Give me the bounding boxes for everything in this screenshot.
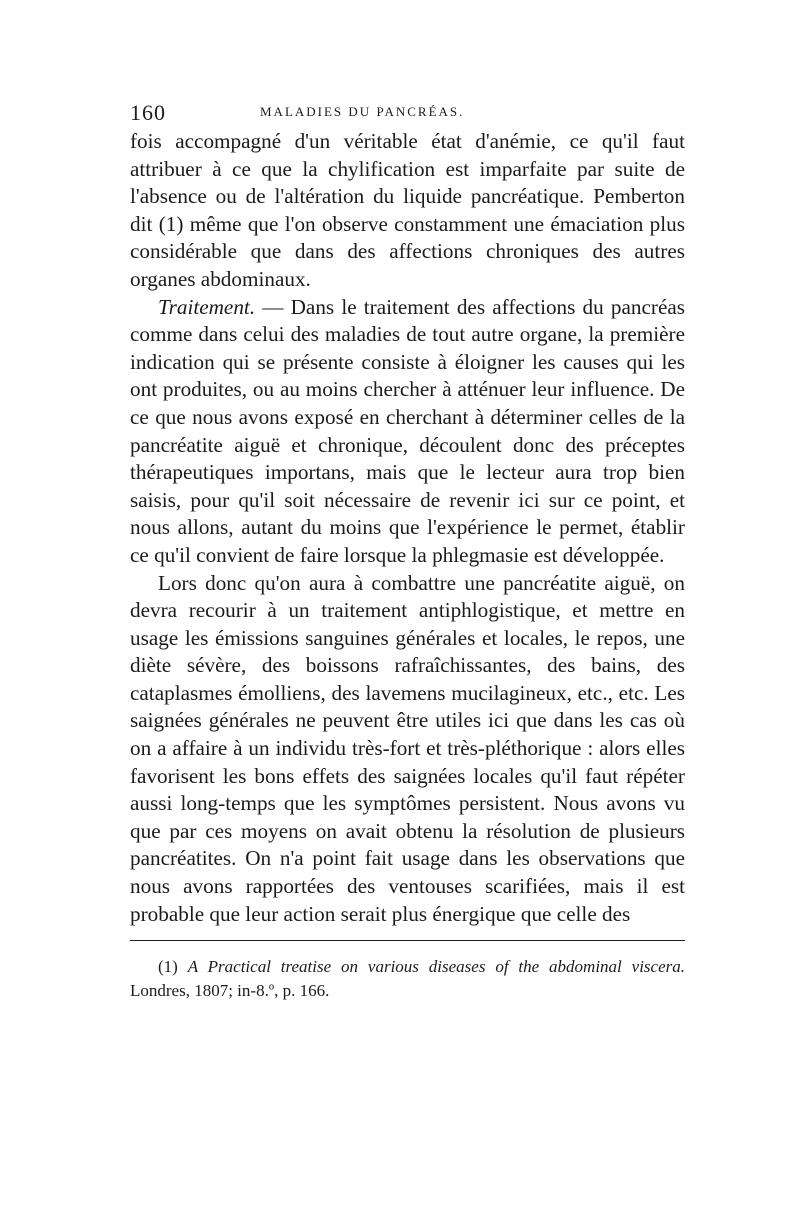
footnote-rest: Londres, 1807; in-8.º, p. 166. <box>130 981 330 1001</box>
page-number: 160 <box>130 100 166 125</box>
page-header <box>130 92 685 128</box>
section-title-traitement: Traitement. <box>158 294 256 319</box>
paragraph-traitement <box>130 294 685 570</box>
paragraph-2-text: — Dans le traitement des affections du pancréas comme dans celui des maladies de tout autre organe, la première indication qui se présente consiste à éloigner les causes qui les ont produites, ou au moins chercher à atténuer leur influence. De ce que nous avons exposé en cherchant à déterminer celles de la pancréatite aiguë et chronique, découlent donc des préceptes thérapeutiques importans, mais que le lecteur aura trop bien saisis, pour qu'il soit nécessaire de revenir ici sur ce point, et nous allons, autant du moins que l'expérience le permet, établir ce qu'il convient de faire lorsque la phlegmasie est développée. <box>130 294 685 567</box>
footnote-rule <box>130 940 685 941</box>
running-head: MALADIES DU PANCRÉAS. <box>260 104 465 119</box>
paragraph-1: fois accompagné d'un véritable état d'anémie, ce qu'il faut attribuer à ce que la chylification est imparfaite par suite de l'absence ou de l'altération du liquide pancréatique. Pemberton dit (1) même que l'on observe constamment une émaciation plus considérable que dans des affections chroniques des autres organes abdominaux. <box>130 129 685 291</box>
body-text <box>130 128 685 928</box>
paragraph-3: Lors donc qu'on aura à combattre une pancréatite aiguë, on devra recourir à un traitement antiphlogistique, et mettre en usage les émissions sanguines générales et locales, le repos, une diète sévère, des boissons rafraîchissantes, des bains, des cataplasmes émolliens, des lavemens mucilagineux, etc., etc. Les saignées générales ne peuvent être utiles ici que dans les cas où on a affaire à un individu très-fort et très-pléthorique : alors elles favorisent les bons effets des saignées locales qu'il faut répéter aussi long-temps que les symptômes persistent. Nous avons vu que par ces moyens on avait obtenu la résolution de plusieurs pancréatites. On n'a point fait usage dans les observations que nous avons rapportées des ventouses scarifiées, mais il est probable que leur action serait plus énergique que celle des <box>130 570 685 926</box>
footnote-title: A Practical treatise on various diseases of the abdominal viscera. <box>187 957 685 977</box>
footnote-marker: (1) <box>158 957 188 977</box>
footnote <box>130 955 685 1003</box>
book-page <box>130 92 685 1020</box>
